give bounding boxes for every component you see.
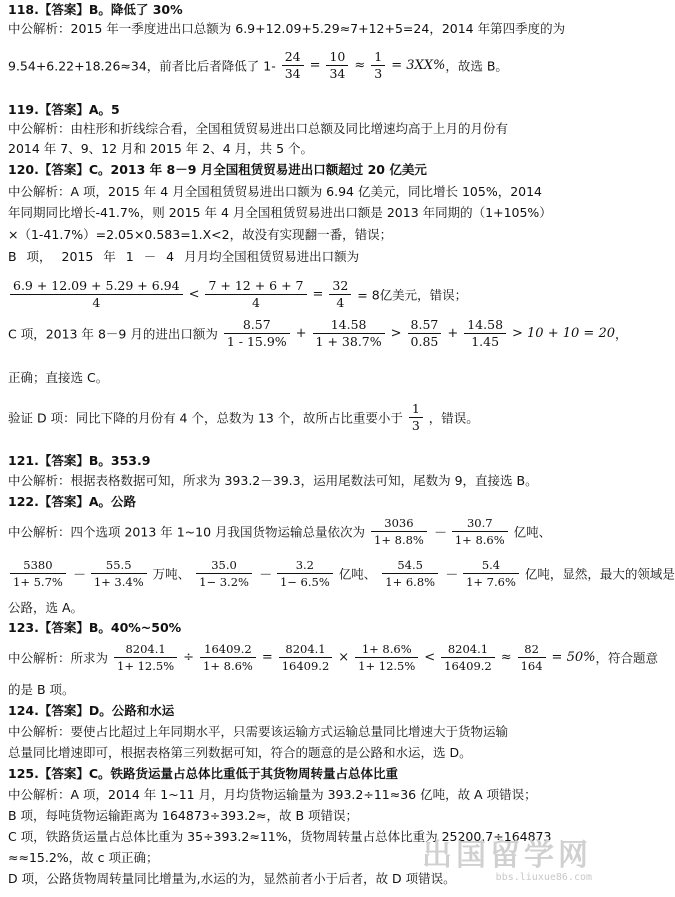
watermark-logo: 出国留学网 <box>422 838 592 873</box>
fraction: $\frac{7 + 12 + 6 + 7}{4}$ <box>205 279 306 310</box>
unit-text: 亿吨，显然，最大的领域是 <box>524 566 675 582</box>
q118-text-end: ，故选 B。 <box>445 58 508 74</box>
plus-sign: + <box>447 326 459 341</box>
fraction: $\frac{10}{34}$ <box>326 50 348 81</box>
fraction: $\frac{35.0}{1- 3.2\%}$ <box>196 558 252 589</box>
fraction: $\frac{8204.1}{1+ 12.5\%}$ <box>114 642 177 673</box>
q120-analysis-line3: ×（1-41.7%）=2.05×0.583=1.X<2，故没有实现翻一番，错误； <box>8 227 393 242</box>
fraction: $\frac{5.4}{1+ 7.6\%}$ <box>463 558 519 589</box>
q120-b-tail: = 8亿美元，错误； <box>357 287 468 303</box>
q125-analysis-line3: C 项，铁路货运量占总体比重为 35÷393.2≈11%，货物周转量占总体比重为 25200.7÷164873 <box>8 829 552 844</box>
q120-answer: 120.【答案】C。2013 年 8－9 月全国租赁贸易进出口额超过 20 亿美元 <box>8 162 427 177</box>
q119-analysis-line2: 2014 年 7、9、12 月和 2015 年 2、4 月，共 5 个。 <box>8 141 314 156</box>
fraction: $\frac{1}{3}$ <box>409 402 423 433</box>
unit-text: 万吨、 <box>152 566 191 582</box>
q124-answer: 124.【答案】D。公路和水运 <box>8 703 175 718</box>
unit-text: 亿吨、 <box>338 566 377 582</box>
minus-sign: － <box>444 568 458 583</box>
fraction: $\frac{55.5}{1+ 3.4\%}$ <box>91 558 147 589</box>
minus-sign: － <box>432 526 446 541</box>
divide-sign: ÷ <box>183 650 195 665</box>
minus-sign: － <box>257 568 271 583</box>
q122-analysis-line2 <box>8 558 675 589</box>
fraction: $\frac{3.2}{1- 6.5\%}$ <box>277 558 333 589</box>
equals-sign: = <box>312 287 324 302</box>
answer-analysis-page <box>8 0 675 897</box>
fraction: $\frac{8.57}{0.85}$ <box>408 318 442 349</box>
q123-text-end: ，符合题意 <box>595 650 658 666</box>
fraction: $\frac{6.9 + 12.09 + 5.29 + 6.94}{4}$ <box>10 279 183 310</box>
less-than-sign: < <box>424 650 436 665</box>
fraction: $\frac{32}{4}$ <box>329 279 351 310</box>
q120-c-text: C 项，2013 年 8－9 月的进出口额为 <box>8 326 218 342</box>
fraction: $\frac{8204.1}{16409.2}$ <box>279 642 333 673</box>
unit-text: 亿吨、 <box>513 524 552 540</box>
fraction: $\frac{14.58}{1 + 38.7\%}$ <box>313 318 385 349</box>
approx-sign: ≈ <box>500 650 512 665</box>
fraction: $\frac{8.57}{1 - 15.9\%}$ <box>224 318 290 349</box>
math-expression: = 50% <box>551 650 596 665</box>
fraction: $\frac{54.5}{1+ 6.8\%}$ <box>382 558 438 589</box>
times-sign: × <box>338 650 350 665</box>
fraction: $\frac{30.7}{1+ 8.6\%}$ <box>452 516 508 547</box>
equals-sign: = <box>309 58 321 73</box>
q125-answer: 125.【答案】C。铁路货运量占总体比重低于其货物周转量占总体比重 <box>8 766 399 781</box>
fraction: $\frac{5380}{1+ 5.7\%}$ <box>10 558 66 589</box>
fraction: $\frac{14.58}{1.45}$ <box>464 318 506 349</box>
q122-analysis-line1 <box>8 516 594 547</box>
fraction: $\frac{3036}{1+ 8.8\%}$ <box>371 516 427 547</box>
fraction: $\frac{1+ 8.6\%}{1+ 12.5\%}$ <box>355 642 418 673</box>
q124-analysis-line1: 中公解析：要使占比超过上年同期水平，只需要该运输方式运输总量同比增速大于货物运输 <box>8 724 509 739</box>
q120-b-formula <box>8 279 594 310</box>
fraction: $\frac{24}{34}$ <box>282 50 304 81</box>
q120-c-formula <box>8 317 628 349</box>
q118-answer: 118.【答案】B。降低了 30% <box>8 2 183 17</box>
minus-sign: － <box>71 568 85 583</box>
fraction: $\frac{8204.1}{16409.2}$ <box>441 642 495 673</box>
q120-d-text: 验证 D 项：同比下降的月份有 4 个，总数为 13 个，故所占比重要小于 <box>8 410 403 426</box>
fraction: $\frac{82}{164}$ <box>518 642 546 673</box>
q125-analysis-line5: D 项，公路货物周转量同比增量为,水运的为，显然前者小于后者，故 D 项错误。 <box>8 871 456 886</box>
q125-analysis-line2: B 项，每吨货物运输距离为 164873÷393.2≈，故 B 项错误； <box>8 808 358 823</box>
q123-text: 中公解析：所求为 <box>8 650 109 666</box>
q122-answer: 122.【答案】A。公路 <box>8 494 137 509</box>
q119-answer: 119.【答案】A。5 <box>8 102 120 117</box>
q118-analysis-line1: 中公解析：2015 年一季度进出口总额为 6.9+12.09+5.29≈7+12+5=24，2014 年第四季度的为 <box>8 21 566 36</box>
math-expression: = 3XX% <box>391 58 446 73</box>
q120-d-end: ，错误。 <box>428 410 479 426</box>
q119-analysis-line1: 中公解析：由柱形和折线综合看，全国租赁贸易进出口总额及同比增速均高于上月的月份有 <box>8 121 509 136</box>
q120-d-line <box>8 402 594 433</box>
q120-analysis-line4: B 项， 2015 年 1 － 4 月月均全国租赁贸易进出口额为 <box>8 249 360 264</box>
q122-analysis-line3: 公路，选 A。 <box>8 600 84 615</box>
q121-answer: 121.【答案】B。353.9 <box>8 453 151 468</box>
q124-analysis-line2: 总量同比增速即可，根据表格第三列数据可知，符合的题意的是公路和水运，选 D。 <box>8 745 472 760</box>
greater-than-sign: > <box>390 326 402 341</box>
q118-analysis-line2 <box>8 50 594 81</box>
less-than-sign: < <box>188 287 200 302</box>
math-expression: > 10 + 10 = 20 <box>512 326 615 341</box>
approx-sign: ≈ <box>354 58 366 73</box>
fraction: $\frac{16409.2}{1+ 8.6\%}$ <box>200 642 256 673</box>
q123-answer: 123.【答案】B。40%~50% <box>8 620 182 635</box>
q120-analysis-line2: 年同期同比增长-41.7%，则 2015 年 4 月全国租赁贸易进出口额是 2013 年同期的（1+105%） <box>8 205 552 220</box>
watermark-url: bbs.liuxue86.com <box>495 872 592 883</box>
q121-analysis-line1: 中公解析：根据表格数据可知，所求为 393.2－39.3，运用尾数法可知，尾数为 9，直接选 B。 <box>8 473 538 488</box>
plus-sign: + <box>295 326 307 341</box>
q125-analysis-line4: ≈≈15.2%，故 c 项正确； <box>8 850 159 865</box>
q120-analysis-line7: 正确；直接选 C。 <box>8 370 109 385</box>
q123-analysis-line1 <box>8 642 658 673</box>
q118-text: 9.54+6.22+18.26≈34，前者比后者降低了 1- <box>8 58 276 74</box>
q125-analysis-line1: 中公解析：A 项，2014 年 1~11 月，月均货物运输量为 393.2÷11≈36 亿吨，故 A 项错误； <box>8 787 537 802</box>
q120-analysis-line1: 中公解析：A 项，2015 年 4 月全国租赁贸易进出口额为 6.94 亿美元，同比增长 105%，2014 <box>8 184 543 199</box>
fraction: $\frac{1}{3}$ <box>371 50 385 81</box>
q123-analysis-line2: 的是 B 项。 <box>8 682 75 697</box>
site-watermark <box>422 840 592 883</box>
q122-text: 中公解析：四个选项 2013 年 1~10 月我国货物运输总量依次为 <box>8 524 366 540</box>
q120-c-end: ， <box>614 326 628 342</box>
equals-sign: = <box>261 650 273 665</box>
